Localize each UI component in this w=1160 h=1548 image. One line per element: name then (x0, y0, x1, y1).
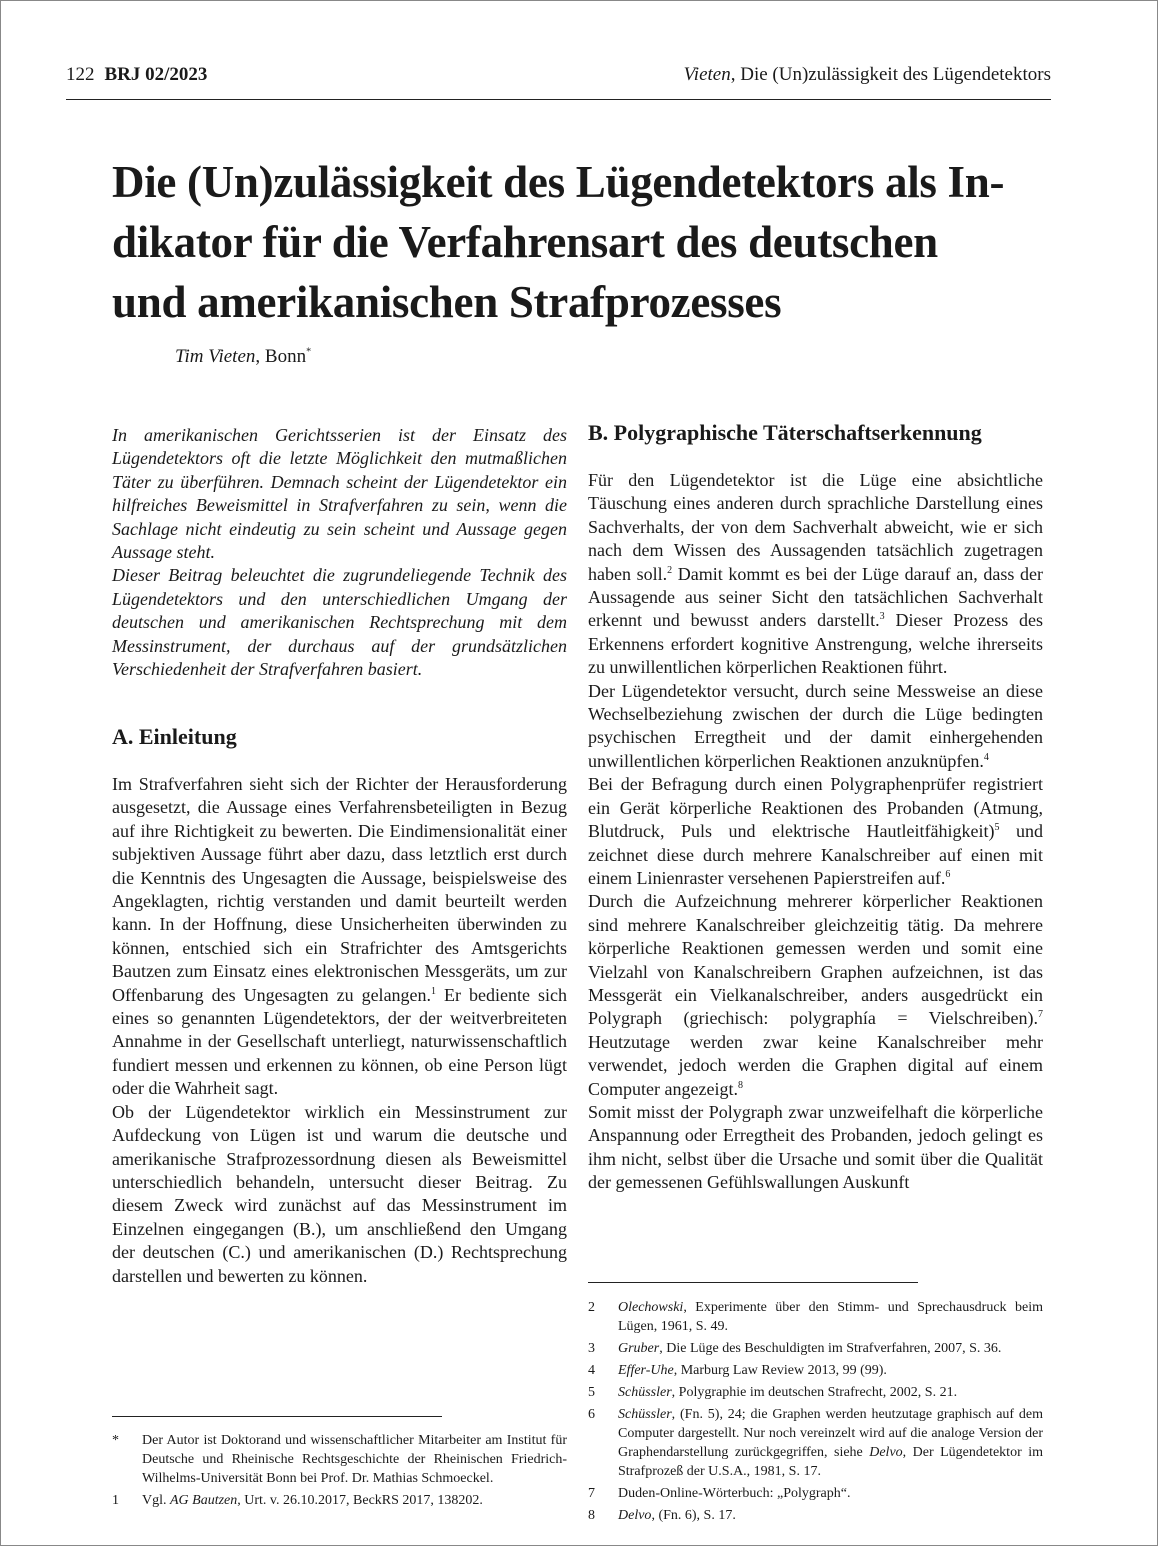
running-title: , Die (Un)zulässigkeit des Lügendetektors (730, 64, 1051, 85)
section-a-heading: A. Einleitung (112, 724, 237, 749)
cited-author: Gruber (618, 1341, 660, 1356)
abstract-paragraph: In amerikanischen Gerichtsserien ist der Einsatz des Lügendetektors oft die letzte Möglichkeit den mutmaßlichen Täter zu überführen. Demnach scheint der Lügendetektor ein hilfreiches Beweismittel in Strafverfahren zu sein, wenn die Sachlage nicht eindeutig zu sein scheint und Aussage gegen Aussage steht. (112, 425, 567, 563)
footnote (112, 1491, 567, 1510)
text-run: Er bediente sich eines so genannten Lügendetektors, der der weitverbreiteten Annahme in der Gesellschaft unterliegt, naturwissenschaftlich fundiert messen und erkennen zu können, ob eine Person lügt oder die Wahrheit sagt. (112, 984, 567, 1099)
footnote-text (618, 1506, 1043, 1525)
author-footnote-mark: * (306, 346, 312, 358)
cited-author: Effer-Uhe (618, 1363, 674, 1378)
footnote-text: Duden-Online-Wörterbuch: „Polygraph“. (618, 1486, 851, 1501)
footnote-ref[interactable]: 8 (737, 1079, 743, 1091)
text-run: Vgl. (142, 1493, 170, 1508)
footnote-text (618, 1383, 1043, 1402)
body-paragraph: Ob der Lügendetektor wirklich ein Messinstrument zur Aufdeckung von Lügen ist und warum die deutsche und amerikanische Strafprozessordnung diesen als Beweismittel unterschiedlich behandeln, untersucht dieser Beitrag. Zu diesem Zweck wird zunächst auf das Messinstrument im Einzelnen eingegangen (B.), um anschließend den Umgang der deutschen (C.) und amerikanischen (D.) Rechtsprechung darstellen und bewerten zu können. (112, 1101, 567, 1286)
footnote-text (618, 1339, 1043, 1358)
footnote-text (618, 1298, 1043, 1336)
cited-author: Delvo (618, 1508, 652, 1523)
footnotes-left (112, 1431, 567, 1513)
footnote-ref[interactable]: 7 (1038, 1009, 1043, 1021)
author-place: , Bonn (255, 346, 307, 367)
text-run: Damit kommt es bei der Lüge darauf an, dass der Aussagende aus seiner Sicht den tatsächlichen Sachverhalt erkennt und bewusst anders darstellt. (588, 563, 1043, 631)
body-paragraph: Somit misst der Polygraph zwar unzweifelhaft die körperliche Anspannung oder Erregtheit des Probanden, jedoch gelingt es ihm nicht, selbst über die Ursache und somit über die Qualität der gemessenen Gefühlswallungen Auskunft (588, 1101, 1043, 1193)
text-run: Heutzutage werden zwar keine Kanalschreiber mehr verwendet, jedoch werden die Graphen digital auf einem Computer angezeigt. (588, 1031, 1043, 1099)
author-name: Tim Vieten (175, 346, 256, 367)
text-run: , Marburg Law Review 2013, 99 (99). (673, 1363, 887, 1378)
footnote-number: 5 (588, 1385, 595, 1400)
footnote (588, 1506, 1043, 1525)
footnote (588, 1361, 1043, 1380)
text-run: , (Fn. 6), S. 17. (651, 1508, 736, 1523)
footnote-ref[interactable]: 2 (667, 564, 673, 576)
footnote-number: * (112, 1433, 119, 1448)
body-paragraph (588, 469, 1043, 680)
footnote-ref[interactable]: 5 (994, 822, 1000, 834)
text-run: , (Fn. 5), 24; die Graphen werden heutzutage graphisch auf dem Computer dargestellt. Nur noch vereinzelt wird auf die analoge Version der Graphendarstellung zurückgegriffen, siehe (618, 1407, 1043, 1460)
footnote-number: 3 (588, 1341, 595, 1356)
text-run: Der Lügendetektor versucht, durch seine Messweise an diese Wechselbeziehung zwischen der durch die Lüge bedingten psychischen Erregtheit und der damit einhergehenden unwillentlichen körperlichen Reaktionen anzuknüpfen. (588, 680, 1043, 771)
abstract (112, 424, 567, 681)
footnote-text (618, 1405, 1043, 1481)
footnote-separator (112, 1416, 442, 1417)
text-run: Dieser Prozess des Erkennens erfordert kognitive Anstrengung, welche ihrerseits zu unwillentlichen körperlichen Reaktionen führt. (588, 610, 1044, 678)
header-rule (66, 99, 1051, 100)
footnote-number: 8 (588, 1508, 595, 1523)
cited-author: Olechowski (618, 1300, 684, 1315)
footnote-text: Der Autor ist Doktorand und wissenschaftlicher Mitarbeiter am Institut für Deutsche und Rheinische Rechtsgeschichte der Rheinischen Friedrich-Wilhelms-Universität Bonn bei Prof. Dr. Mathias Schmoeckel. (142, 1433, 567, 1486)
journal-issue: BRJ 02/2023 (104, 64, 208, 85)
body-paragraph (588, 680, 1043, 774)
text-run: , Experimente über den Stimm- und Sprechausdruck beim Lügen, 1961, S. 49. (618, 1300, 1043, 1334)
text-run: Bei der Befragung durch einen Polygraphenprüfer registriert ein Gerät körperliche Reaktionen des Probanden (Atmung, Blutdruck, Puls und elektrische Hautleitfähigkeit) (588, 774, 1043, 842)
footnote-number: 4 (588, 1363, 595, 1378)
footnote-text (618, 1361, 1043, 1380)
footnote-text (142, 1491, 567, 1510)
footnote (588, 1484, 1043, 1503)
author-line (175, 346, 311, 368)
footnote (588, 1339, 1043, 1358)
footnotes-right (588, 1298, 1043, 1528)
cited-author: Schüssler (618, 1407, 672, 1422)
footnote-ref[interactable]: 3 (879, 611, 885, 623)
abstract-paragraph: Dieser Beitrag beleuchtet die zugrundeliegende Technik des Lügendetektors und den unterschiedlichen Umgang der deutschen und amerikanischen Rechtsprechung mit dem Messinstrument, der durchaus auf der grundsätzlichen Verschiedenheit der Strafverfahren basiert. (112, 565, 567, 680)
running-header (66, 60, 1051, 90)
text-run: , Urt. v. 26.10.2017, BeckRS 2017, 138202. (237, 1493, 483, 1508)
page-number: 122 (66, 64, 95, 85)
section-b-body (588, 469, 1043, 1195)
footnote (588, 1383, 1043, 1402)
footnote-number: 2 (588, 1300, 595, 1315)
body-paragraph (588, 890, 1043, 1101)
header-left (66, 64, 207, 86)
text-run: Durch die Aufzeichnung mehrerer körperlicher Reaktionen sind mehrere Kanalschreiber gleichzeitig tätig. Da mehrere körperliche Reaktionen gemessen werden und somit eine Vielzahl von Kanalschreibern Graphen aufzeichnen, ist das Messgerät ein Vielkanalschreiber, anders ausgedrückt ein Polygraph (griechisch: polygraphía = Vielschreiben). (588, 891, 1043, 1029)
text-run: und zeichnet diese durch mehrere Kanalschreiber auf einen mit einem Linienraster versehenen Papierstreifen auf. (588, 821, 1043, 888)
footnote-number: 6 (588, 1407, 595, 1422)
cited-author: Schüssler (618, 1385, 672, 1400)
text-run: , Polygraphie im deutschen Strafrecht, 2002, S. 21. (671, 1385, 958, 1400)
running-author: Vieten (683, 64, 731, 85)
body-paragraph (112, 773, 567, 1101)
footnote-number: 1 (112, 1493, 119, 1508)
cited-source: AG Bautzen (170, 1493, 238, 1508)
header-right (684, 64, 1051, 86)
cited-author: Delvo (869, 1445, 903, 1460)
text-run: , Der Lügendetektor im Strafprozeß der U.S.A., 1981, S. 17. (618, 1445, 1043, 1479)
footnote (588, 1298, 1043, 1336)
footnote-ref[interactable]: 1 (431, 985, 437, 997)
footnote (112, 1431, 567, 1488)
article-title: Die (Un)zulässigkeit des Lügendetektors als In-dikator für die Verfahrensart des deutschen und amerikanischen Strafprozesses (112, 157, 1005, 327)
footnote-number: 7 (588, 1486, 595, 1501)
text-run: Im Strafverfahren sieht sich der Richter der Herausforderung ausgesetzt, die Aussage eines Verfahrensbeteiligten in Bezug auf ihre Richtigkeit zu bewerten. Die Eindimensionalität einer subjektiven Aussage führt aber dazu, dass letztlich erst durch die Kenntnis des Ungesagten die Aussage, beispielsweise des Angeklagten, richtig verstanden und damit beurteilt werden kann. In der Hoffnung, diese Unsicherheiten überwinden zu können, entschied sich ein Strafrichter des Amtsgerichts Bautzen zum Einsatz eines elektronischen Messgeräts, um zur Offenbarung des Ungesagten zu gelangen. (112, 774, 567, 1005)
footnote-ref[interactable]: 6 (945, 868, 951, 880)
section-a-body (112, 773, 567, 1288)
section-b-heading: B. Polygraphische Täterschaftserkennung (588, 420, 982, 445)
footnote-separator (588, 1282, 918, 1283)
body-paragraph (588, 773, 1043, 890)
text-run: Für den Lügendetektor ist die Lüge eine absichtliche Täuschung eines anderen durch sprachliche Darstellung eines Sachverhalts, der von dem Sachverhalt abweicht, wie er sich nach dem Wissen des Aussagenden tatsächlich zugetragen haben soll. (588, 470, 1043, 584)
footnote (588, 1405, 1043, 1481)
text-run: , Die Lüge des Beschuldigten im Strafverfahren, 2007, S. 36. (659, 1341, 1002, 1356)
footnote-ref[interactable]: 4 (983, 751, 989, 763)
